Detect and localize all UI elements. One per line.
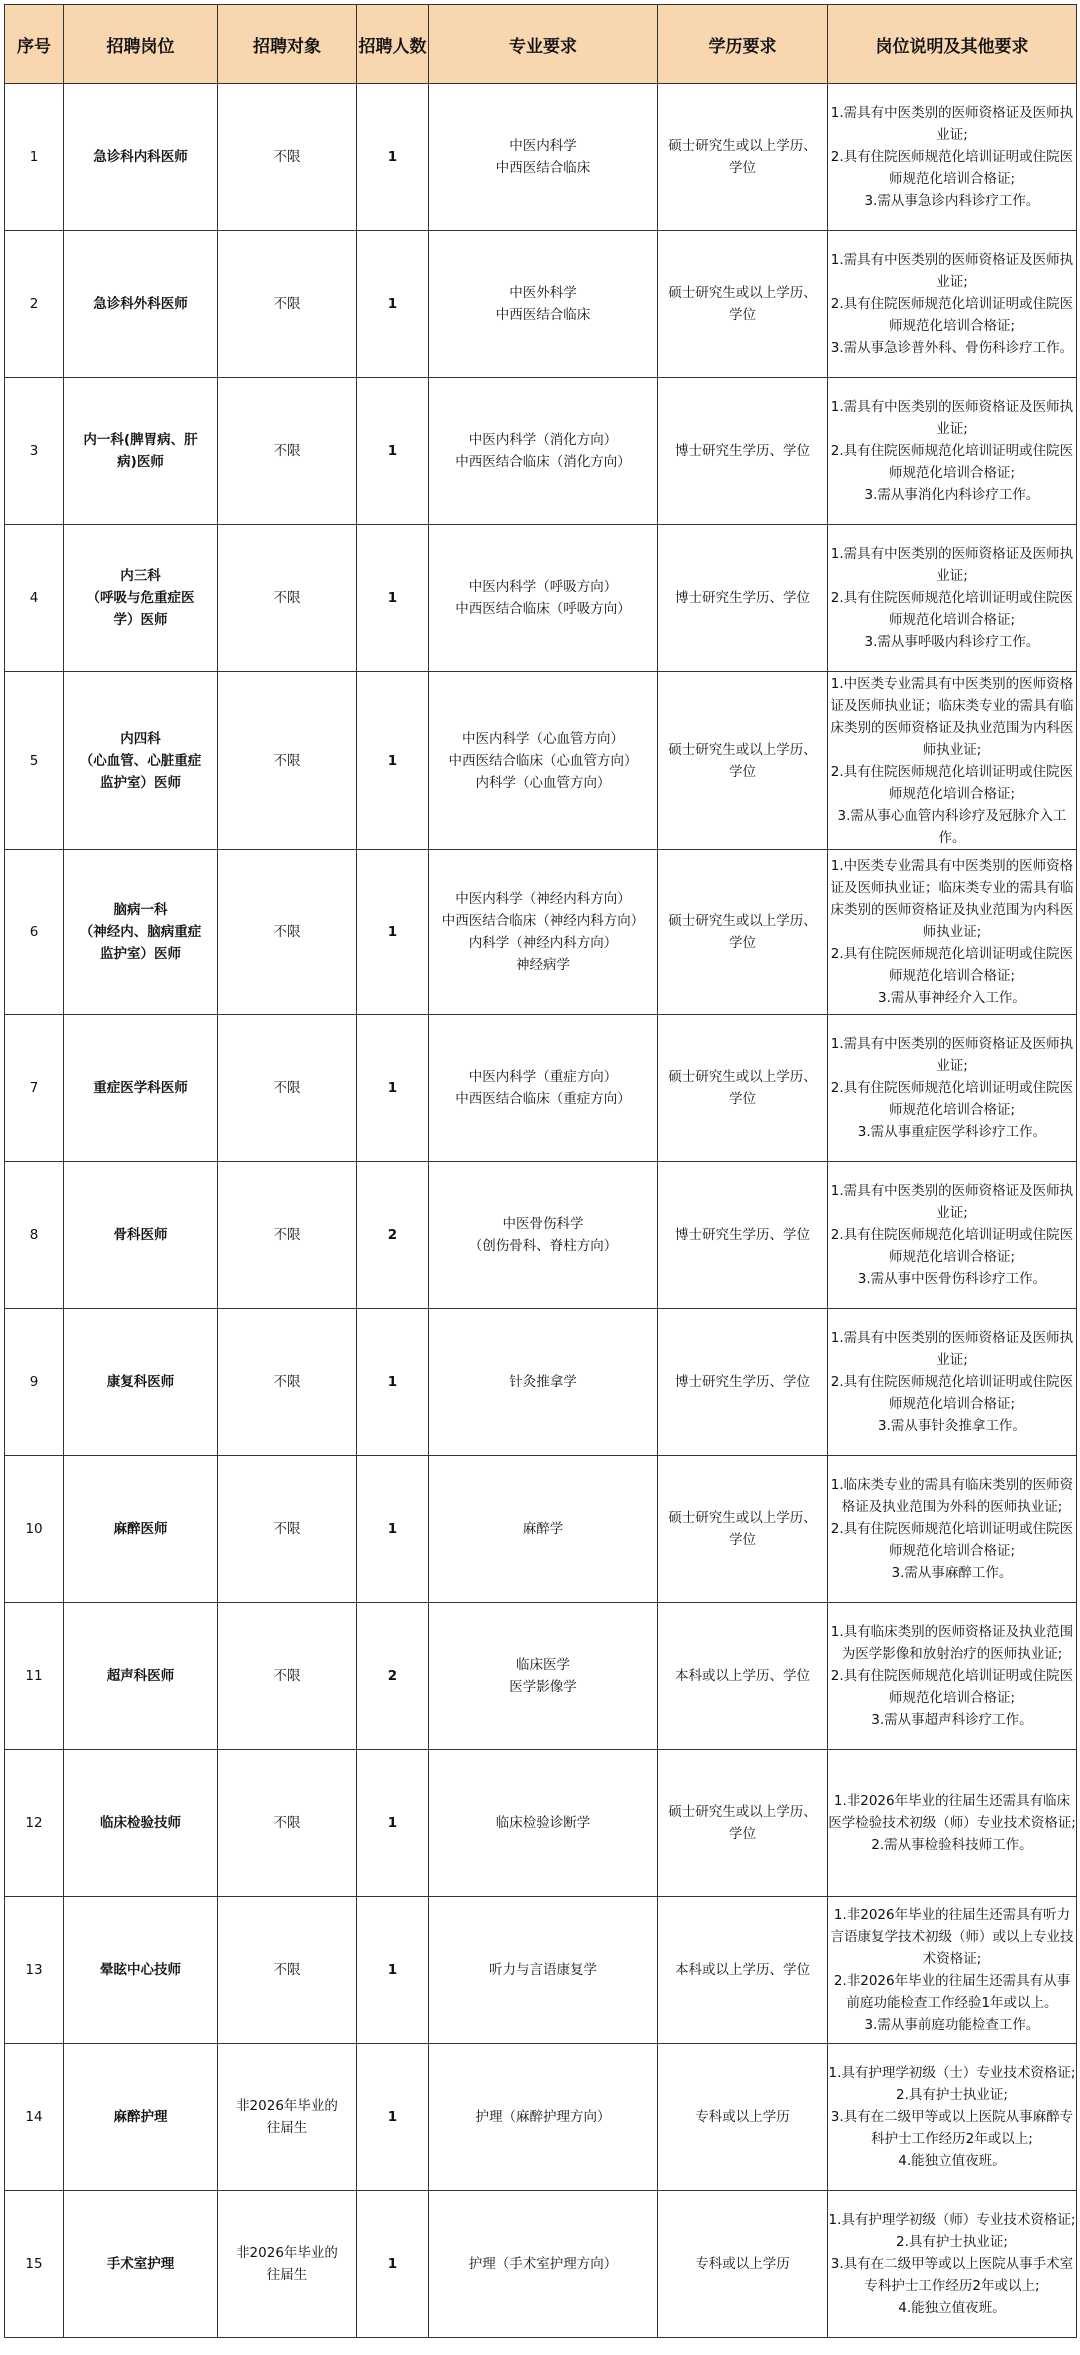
position-cell-line: 脑病一科 (113, 902, 168, 918)
education-cell (658, 1162, 828, 1309)
position-cell (64, 850, 218, 1015)
description-cell-line: 3.需从事急诊普外科、骨伤科诊疗工作。 (830, 340, 1074, 356)
description-cell-line: 3.需从事超声科诊疗工作。 (871, 1712, 1033, 1728)
target-cell-line: 非2026年毕业的 (236, 2245, 338, 2261)
description-cell (828, 1015, 1077, 1162)
target-cell-line: 往届生 (266, 2120, 308, 2136)
position-cell-line: 学）医师 (113, 612, 168, 628)
description-cell (828, 1162, 1077, 1309)
position-cell (64, 2191, 218, 2338)
description-cell-line: 3.需从事重症医学科诊疗工作。 (857, 1124, 1047, 1140)
major-cell-line: 中西医结合临床（重症方向） (455, 1091, 631, 1107)
education-cell-line: 博士研究生学历、学位 (675, 443, 810, 459)
target-cell (218, 525, 357, 672)
major-cell-line: 中西医结合临床 (495, 307, 591, 323)
table-row (5, 1456, 1077, 1603)
description-cell-line: 2.具有住院医师规范化培训证明或住院医师规范化培训合格证; (830, 946, 1074, 984)
major-cell-line: 中医骨伤科学 (502, 1216, 584, 1232)
education-cell (658, 1309, 828, 1456)
target-cell-line: 不限 (273, 296, 301, 312)
major-cell-line: 护理（手术室护理方向） (468, 2256, 618, 2272)
row-number-cell: 15 (5, 2191, 64, 2338)
education-cell-line: 学位 (729, 307, 756, 323)
description-cell (828, 1456, 1077, 1603)
position-cell (64, 1750, 218, 1897)
description-cell (828, 1897, 1077, 2044)
education-cell-line: 学位 (729, 763, 756, 780)
major-cell (429, 1456, 658, 1603)
count-cell: 2 (357, 1603, 429, 1750)
target-cell-line: 往届生 (266, 2267, 308, 2283)
position-cell-line: 麻醉医师 (113, 1521, 168, 1537)
position-cell-line: 骨科医师 (113, 1227, 168, 1243)
major-cell (429, 1750, 658, 1897)
position-cell (64, 1897, 218, 2044)
table-row (5, 2191, 1077, 2338)
target-cell-line: 不限 (273, 1815, 301, 1831)
row-number-cell: 3 (5, 378, 64, 525)
header-education: 学历要求 (658, 5, 828, 84)
position-cell (64, 1015, 218, 1162)
education-cell (658, 1603, 828, 1750)
count-cell: 1 (357, 2044, 429, 2191)
table-row (5, 1162, 1077, 1309)
position-cell (64, 672, 218, 850)
description-cell (828, 850, 1077, 1015)
description-cell-line: 3.需从事针灸推拿工作。 (878, 1418, 1026, 1434)
description-cell-line: 1.需具有中医类别的医师资格证及医师执业证; (830, 105, 1074, 143)
description-cell-line: 3.需从事消化内科诊疗工作。 (864, 487, 1040, 503)
header-count: 招聘人数 (357, 5, 429, 84)
table-row (5, 378, 1077, 525)
row-number-cell: 10 (5, 1456, 64, 1603)
education-cell-line: 硕士研究生或以上学历、 (668, 138, 817, 154)
count-cell: 1 (357, 378, 429, 525)
table-row (5, 231, 1077, 378)
count-cell: 1 (357, 1456, 429, 1603)
major-cell-line: 中医内科学（神经内科方向） (455, 891, 631, 907)
description-cell (828, 1309, 1077, 1456)
major-cell-line: 中医内科学（呼吸方向） (468, 579, 618, 595)
position-cell (64, 84, 218, 231)
description-cell-line: 2.具有住院医师规范化培训证明或住院医师规范化培训合格证; (830, 590, 1074, 628)
major-cell-line: 中西医结合临床（神经内科方向） (441, 913, 645, 929)
major-cell-line: 神经病学 (516, 957, 570, 973)
major-cell (429, 1897, 658, 2044)
major-cell-line: 中西医结合临床（消化方向） (455, 454, 631, 470)
position-cell-line: （神经内、脑病重症 (79, 924, 202, 940)
major-cell-line: （创伤骨科、脊柱方向） (468, 1238, 618, 1254)
table-row (5, 525, 1077, 672)
description-cell (828, 2191, 1077, 2338)
table-row (5, 1750, 1077, 1897)
target-cell-line: 不限 (273, 752, 301, 769)
target-cell-line: 不限 (273, 1080, 301, 1096)
position-cell-line: 急诊科外科医师 (93, 296, 188, 312)
target-cell-line: 不限 (273, 1668, 301, 1684)
education-cell (658, 1897, 828, 2044)
description-cell-line: 1.具有临床类别的医师资格证及执业范围为医学影像和放射治疗的医师执业证; (830, 1624, 1074, 1662)
description-cell-line: 3.需从事中医骨伤科诊疗工作。 (857, 1271, 1047, 1287)
table-row (5, 1015, 1077, 1162)
position-cell-line: （心血管、心脏重症 (79, 752, 202, 769)
description-cell (828, 2044, 1077, 2191)
count-cell: 2 (357, 1162, 429, 1309)
count-cell: 1 (357, 2191, 429, 2338)
major-cell (429, 2044, 658, 2191)
count-cell: 1 (357, 1897, 429, 2044)
table-row (5, 84, 1077, 231)
position-cell-line: 超声科医师 (106, 1668, 175, 1684)
target-cell-line: 不限 (273, 1374, 301, 1390)
target-cell-line: 不限 (273, 149, 301, 165)
description-cell-line: 2.具有护士执业证; (896, 2234, 1008, 2250)
major-cell-line: 中西医结合临床（心血管方向） (448, 752, 638, 769)
position-cell (64, 525, 218, 672)
position-cell-line: 康复科医师 (106, 1374, 175, 1390)
description-cell-line: 1.具有护理学初级（士）专业技术资格证; (828, 2065, 1076, 2081)
table-row (5, 672, 1077, 850)
position-cell-line: 晕眩中心技师 (100, 1962, 181, 1978)
row-number-cell: 8 (5, 1162, 64, 1309)
description-cell-line: 2.具有住院医师规范化培训证明或住院医师规范化培训合格证; (830, 763, 1074, 802)
position-cell (64, 1456, 218, 1603)
position-cell-line: 内三科 (120, 568, 161, 584)
major-cell-line: 中医内科学（心血管方向） (462, 730, 624, 747)
description-cell-line: 1.需具有中医类别的医师资格证及医师执业证; (830, 546, 1074, 584)
header-target: 招聘对象 (218, 5, 357, 84)
description-cell-line: 2.具有护士执业证; (896, 2087, 1008, 2103)
education-cell (658, 84, 828, 231)
position-cell-line: （呼吸与危重症医 (86, 590, 195, 606)
position-cell (64, 1162, 218, 1309)
major-cell-line: 临床医学 (516, 1657, 570, 1673)
description-cell-line: 3.需从事前庭功能检查工作。 (864, 2017, 1040, 2033)
row-number-cell: 14 (5, 2044, 64, 2191)
target-cell-line: 非2026年毕业的 (236, 2098, 338, 2114)
row-number-cell: 6 (5, 850, 64, 1015)
major-cell-line: 针灸推拿学 (509, 1374, 577, 1390)
description-cell-line: 1.临床类专业的需具有临床类别的医师资格证及执业范围为外科的医师执业证; (830, 1477, 1074, 1515)
description-cell-line: 2.具有住院医师规范化培训证明或住院医师规范化培训合格证; (830, 1080, 1074, 1118)
header-no: 序号 (5, 5, 64, 84)
description-cell-line: 3.需从事急诊内科诊疗工作。 (864, 193, 1040, 209)
position-cell-line: 监护室）医师 (100, 774, 181, 791)
header-description: 岗位说明及其他要求 (828, 5, 1077, 84)
target-cell-line: 不限 (273, 1521, 301, 1537)
header-position: 招聘岗位 (64, 5, 218, 84)
position-cell-line: 麻醉护理 (113, 2109, 168, 2125)
description-cell-line: 1.具有护理学初级（师）专业技术资格证; (828, 2212, 1076, 2228)
count-cell: 1 (357, 84, 429, 231)
target-cell-line: 不限 (273, 590, 301, 606)
position-cell-line: 监护室）医师 (100, 946, 181, 962)
row-number-cell: 2 (5, 231, 64, 378)
education-cell-line: 博士研究生学历、学位 (675, 1374, 810, 1390)
education-cell (658, 378, 828, 525)
major-cell-line: 中西医结合临床（呼吸方向） (455, 601, 631, 617)
education-cell-line: 硕士研究生或以上学历、 (668, 741, 817, 758)
description-cell-line: 2.具有住院医师规范化培训证明或住院医师规范化培训合格证; (830, 1374, 1074, 1412)
description-cell (828, 1603, 1077, 1750)
target-cell (218, 2044, 357, 2191)
header-major: 专业要求 (429, 5, 658, 84)
major-cell-line: 中医内科学 (509, 138, 577, 154)
education-cell-line: 硕士研究生或以上学历、 (668, 1069, 817, 1085)
position-cell-line: 病)医师 (117, 454, 164, 470)
description-cell (828, 672, 1077, 850)
position-cell-line: 重症医学科医师 (93, 1080, 188, 1096)
description-cell (828, 84, 1077, 231)
description-cell-line: 2.具有住院医师规范化培训证明或住院医师规范化培训合格证; (830, 149, 1074, 187)
count-cell: 1 (357, 525, 429, 672)
position-cell-line: 急诊科内科医师 (93, 149, 188, 165)
table-row (5, 850, 1077, 1015)
education-cell-line: 硕士研究生或以上学历、 (668, 285, 817, 301)
count-cell: 1 (357, 1015, 429, 1162)
row-number-cell: 1 (5, 84, 64, 231)
major-cell-line: 医学影像学 (509, 1679, 577, 1695)
row-number-cell: 12 (5, 1750, 64, 1897)
education-cell-line: 硕士研究生或以上学历、 (668, 913, 817, 929)
target-cell-line: 不限 (273, 1962, 301, 1978)
major-cell (429, 1162, 658, 1309)
education-cell (658, 1456, 828, 1603)
count-cell: 1 (357, 1309, 429, 1456)
table-row (5, 2044, 1077, 2191)
description-cell (828, 1750, 1077, 1897)
education-cell (658, 672, 828, 850)
education-cell-line: 学位 (729, 1826, 756, 1842)
description-cell-line: 2.具有住院医师规范化培训证明或住院医师规范化培训合格证; (830, 1521, 1074, 1559)
education-cell-line: 硕士研究生或以上学历、 (668, 1510, 817, 1526)
major-cell (429, 231, 658, 378)
row-number-cell: 7 (5, 1015, 64, 1162)
position-cell (64, 378, 218, 525)
target-cell (218, 231, 357, 378)
target-cell-line: 不限 (273, 1227, 301, 1243)
description-cell (828, 525, 1077, 672)
target-cell-line: 不限 (273, 443, 301, 459)
major-cell-line: 中医外科学 (509, 285, 577, 301)
description-cell-line: 3.具有在二级甲等或以上医院从事手术室专科护士工作经历2年或以上; (830, 2256, 1074, 2294)
description-cell-line: 1.中医类专业需具有中医类别的医师资格证及医师执业证；临床类专业的需具有临床类别的医师资格证及执业范围为内科医师执业证; (830, 675, 1074, 758)
major-cell (429, 525, 658, 672)
target-cell-line: 不限 (273, 924, 301, 940)
row-number-cell: 11 (5, 1603, 64, 1750)
table-row (5, 1897, 1077, 2044)
row-number-cell: 4 (5, 525, 64, 672)
target-cell (218, 1897, 357, 2044)
target-cell (218, 1162, 357, 1309)
major-cell (429, 378, 658, 525)
description-cell-line: 1.需具有中医类别的医师资格证及医师执业证; (830, 1330, 1074, 1368)
major-cell (429, 850, 658, 1015)
education-cell (658, 1750, 828, 1897)
description-cell-line: 2.具有住院医师规范化培训证明或住院医师规范化培训合格证; (830, 296, 1074, 334)
target-cell (218, 1603, 357, 1750)
position-cell-line: 临床检验技师 (100, 1815, 181, 1831)
description-cell-line: 3.需从事心血管内科诊疗及冠脉介入工作。 (837, 807, 1067, 846)
count-cell: 1 (357, 231, 429, 378)
description-cell-line: 3.需从事神经介入工作。 (878, 990, 1026, 1006)
description-cell-line: 4.能独立值夜班。 (898, 2153, 1006, 2169)
education-cell (658, 2044, 828, 2191)
count-cell: 1 (357, 1750, 429, 1897)
table-header-row (5, 5, 1077, 84)
description-cell-line: 1.需具有中医类别的医师资格证及医师执业证; (830, 252, 1074, 290)
row-number-cell: 9 (5, 1309, 64, 1456)
description-cell-line: 3.需从事呼吸内科诊疗工作。 (864, 634, 1040, 650)
education-cell-line: 专科或以上学历 (695, 2256, 790, 2272)
description-cell-line: 1.需具有中医类别的医师资格证及医师执业证; (830, 399, 1074, 437)
education-cell-line: 学位 (729, 160, 756, 176)
target-cell (218, 1015, 357, 1162)
description-cell-line: 2.具有住院医师规范化培训证明或住院医师规范化培训合格证; (830, 443, 1074, 481)
position-cell (64, 231, 218, 378)
table-row (5, 1603, 1077, 1750)
major-cell-line: 内科学（神经内科方向） (468, 935, 618, 951)
major-cell-line: 中医内科学（重症方向） (468, 1069, 618, 1085)
row-number-cell: 13 (5, 1897, 64, 2044)
position-cell-line: 手术室护理 (106, 2256, 175, 2272)
target-cell (218, 672, 357, 850)
target-cell (218, 1750, 357, 1897)
education-cell-line: 本科或以上学历、学位 (675, 1962, 810, 1978)
education-cell-line: 博士研究生学历、学位 (675, 1227, 810, 1243)
description-cell-line: 3.具有在二级甲等或以上医院从事麻醉专科护士工作经历2年或以上; (830, 2109, 1074, 2147)
description-cell-line: 1.中医类专业需具有中医类别的医师资格证及医师执业证；临床类专业的需具有临床类别的医师资格证及执业范围为内科医师执业证; (830, 858, 1074, 940)
position-cell (64, 1603, 218, 1750)
description-cell-line: 1.需具有中医类别的医师资格证及医师执业证; (830, 1036, 1074, 1074)
description-cell (828, 231, 1077, 378)
education-cell-line: 学位 (729, 1532, 756, 1548)
position-cell-line: 内四科 (120, 730, 161, 747)
major-cell (429, 1015, 658, 1162)
target-cell (218, 1309, 357, 1456)
education-cell-line: 博士研究生学历、学位 (675, 590, 810, 606)
major-cell-line: 内科学（心血管方向） (475, 774, 611, 791)
row-number-cell: 5 (5, 672, 64, 850)
description-cell-line: 1.需具有中医类别的医师资格证及医师执业证; (830, 1183, 1074, 1221)
description-cell-line: 3.需从事麻醉工作。 (891, 1565, 1013, 1581)
description-cell-line: 2.需从事检验科技师工作。 (871, 1837, 1033, 1853)
major-cell-line: 中西医结合临床 (495, 160, 591, 176)
target-cell (218, 378, 357, 525)
description-cell-line: 2.具有住院医师规范化培训证明或住院医师规范化培训合格证; (830, 1668, 1074, 1706)
description-cell-line: 2.非2026年毕业的往届生还需具有从事前庭功能检查工作经验1年或以上。 (833, 1973, 1071, 2011)
major-cell (429, 1603, 658, 1750)
major-cell-line: 听力与言语康复学 (489, 1962, 597, 1978)
table-body (5, 84, 1077, 2338)
major-cell-line: 护理（麻醉护理方向） (475, 2109, 611, 2125)
education-cell (658, 1015, 828, 1162)
major-cell (429, 1309, 658, 1456)
table-row (5, 1309, 1077, 1456)
major-cell (429, 672, 658, 850)
education-cell (658, 2191, 828, 2338)
count-cell: 1 (357, 672, 429, 850)
description-cell-line: 1.非2026年毕业的往届生还需具有听力言语康复学技术初级（师）或以上专业技术资格证; (830, 1907, 1074, 1967)
target-cell (218, 850, 357, 1015)
education-cell (658, 850, 828, 1015)
education-cell-line: 本科或以上学历、学位 (675, 1668, 810, 1684)
education-cell-line: 硕士研究生或以上学历、 (668, 1804, 817, 1820)
education-cell-line: 学位 (729, 935, 756, 951)
description-cell (828, 378, 1077, 525)
major-cell-line: 中医内科学（消化方向） (468, 432, 618, 448)
position-cell (64, 1309, 218, 1456)
education-cell-line: 专科或以上学历 (695, 2109, 790, 2125)
education-cell (658, 525, 828, 672)
target-cell (218, 2191, 357, 2338)
major-cell (429, 84, 658, 231)
major-cell-line: 临床检验诊断学 (495, 1815, 591, 1831)
education-cell (658, 231, 828, 378)
target-cell (218, 84, 357, 231)
description-cell-line: 1.非2026年毕业的往届生还需具有临床医学检验技术初级（师）专业技术资格证; (828, 1793, 1076, 1831)
major-cell-line: 麻醉学 (522, 1521, 564, 1537)
description-cell-line: 2.具有住院医师规范化培训证明或住院医师规范化培训合格证; (830, 1227, 1074, 1265)
education-cell-line: 学位 (729, 1091, 756, 1107)
recruitment-table (4, 4, 1077, 2338)
major-cell (429, 2191, 658, 2338)
position-cell-line: 内一科(脾胃病、肝 (83, 432, 198, 448)
description-cell-line: 4.能独立值夜班。 (898, 2300, 1006, 2316)
count-cell: 1 (357, 850, 429, 1015)
position-cell (64, 2044, 218, 2191)
target-cell (218, 1456, 357, 1603)
